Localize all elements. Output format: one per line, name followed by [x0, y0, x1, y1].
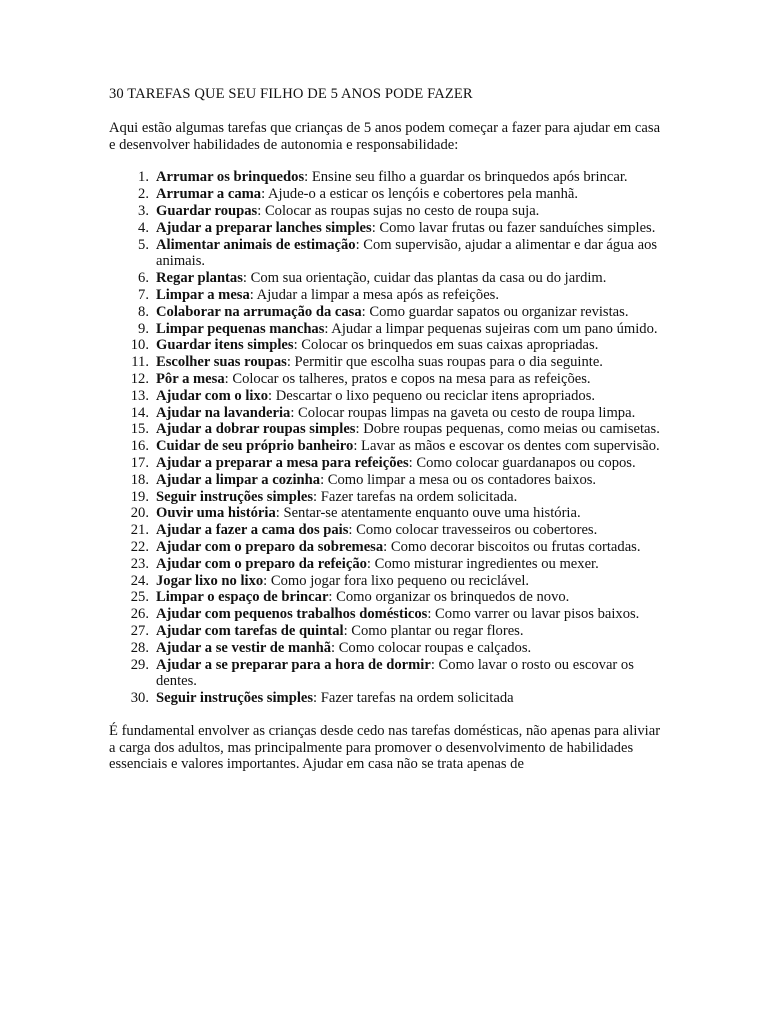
task-description: : Fazer tarefas na ordem solicitada: [313, 690, 514, 707]
task-item: [109, 606, 669, 623]
document-page: [109, 86, 669, 773]
task-description: : Com sua orientação, cuidar das plantas da casa ou do jardim.: [242, 270, 607, 287]
task-number: 19.: [130, 488, 149, 505]
task-name: Ajudar a preparar lanches simples: [156, 219, 372, 236]
task-description: : Como colocar guardanapos ou copos.: [408, 454, 636, 471]
task-item: [109, 539, 669, 556]
task-number: 13.: [130, 387, 149, 404]
task-item: [109, 472, 669, 489]
task-number: 16.: [130, 438, 149, 455]
task-item: [109, 489, 669, 506]
task-number: 28.: [130, 639, 149, 656]
task-item: [109, 556, 669, 573]
task-number: 22.: [130, 538, 149, 555]
task-number: 2.: [138, 186, 149, 203]
task-item: [109, 505, 669, 522]
task-number: 21.: [130, 522, 149, 539]
task-number: 12.: [130, 370, 149, 387]
task-number: 6.: [138, 270, 149, 287]
task-name: Escolher suas roupas: [156, 354, 287, 371]
task-name: Guardar itens simples: [156, 337, 294, 354]
task-number: 14.: [130, 404, 149, 421]
task-description: : Fazer tarefas na ordem solicitada.: [313, 488, 518, 505]
task-description: : Descartar o lixo pequeno ou reciclar itens apropriados.: [268, 387, 596, 404]
closing-paragraph: É fundamental envolver as crianças desde cedo nas tarefas domésticas, não apenas para aliviar a carga dos adultos, mas principalmente para promover o desenvolvimento de habilidades essenciais e valores importantes. Ajudar em casa não se trata apenas de: [109, 722, 661, 773]
task-name: Limpar o espaço de brincar: [156, 589, 329, 606]
task-name: Seguir instruções simples: [156, 690, 314, 707]
document-title: 30 TAREFAS QUE SEU FILHO DE 5 ANOS PODE FAZER: [109, 86, 473, 102]
task-description: : Colocar os talheres, pratos e copos na mesa para as refeições.: [224, 370, 591, 387]
task-number: 17.: [130, 454, 149, 471]
task-description: : Como guardar sapatos ou organizar revistas.: [361, 303, 629, 320]
task-description: : Com supervisão, ajudar a alimentar e dar água aos animais.: [156, 236, 658, 270]
task-description: : Como decorar biscoitos ou frutas cortadas.: [383, 538, 641, 555]
task-item: [109, 690, 669, 707]
task-number: 11.: [131, 354, 149, 371]
task-item: [109, 589, 669, 606]
task-number: 9.: [138, 320, 149, 337]
task-name: Regar plantas: [156, 270, 243, 287]
task-name: Ajudar a dobrar roupas simples: [156, 421, 356, 438]
task-item: [109, 354, 669, 371]
task-description: : Como lavar frutas ou fazer sanduíches simples.: [371, 219, 656, 236]
task-name: Ouvir uma história: [156, 505, 276, 522]
task-number: 30.: [130, 690, 149, 707]
task-name: Ajudar a fazer a cama dos pais: [156, 522, 349, 539]
task-list: [109, 169, 669, 707]
task-item: [109, 186, 669, 203]
task-name: Arrumar a cama: [156, 186, 262, 203]
task-number: 4.: [138, 219, 149, 236]
task-name: Ajudar com o preparo da refeição: [156, 555, 367, 572]
task-item: [109, 438, 669, 455]
task-item: [109, 573, 669, 590]
task-name: Ajudar com pequenos trabalhos domésticos: [156, 606, 428, 623]
task-name: Ajudar com o preparo da sobremesa: [156, 538, 384, 555]
task-number: 3.: [138, 202, 149, 219]
task-name: Colaborar na arrumação da casa: [156, 303, 362, 320]
task-name: Jogar lixo no lixo: [156, 572, 264, 589]
task-name: Limpar pequenas manchas: [156, 320, 325, 337]
intro-paragraph: Aqui estão algumas tarefas que crianças de 5 anos podem começar a fazer para ajudar em casa e desenvolver habilidades de autonomia e responsabilidade:: [109, 119, 661, 153]
task-item: [109, 220, 669, 237]
task-name: Alimentar animais de estimação: [156, 236, 356, 253]
task-number: 10.: [130, 337, 149, 354]
task-item: [109, 237, 669, 271]
task-name: Arrumar os brinquedos: [156, 169, 305, 186]
task-name: Ajudar a se vestir de manhã: [156, 639, 331, 656]
task-description: : Ensine seu filho a guardar os brinquedos após brincar.: [304, 169, 628, 186]
task-description: : Como colocar roupas e calçados.: [331, 639, 532, 656]
task-description: : Ajude-o a esticar os lençóis e cobertores pela manhã.: [261, 186, 578, 203]
task-number: 18.: [130, 471, 149, 488]
task-item: [109, 657, 669, 691]
task-number: 29.: [130, 656, 149, 673]
task-item: [109, 304, 669, 321]
task-number: 26.: [130, 606, 149, 623]
task-number: 20.: [130, 505, 149, 522]
task-name: Ajudar com o lixo: [156, 387, 269, 404]
task-description: : Como organizar os brinquedos de novo.: [328, 589, 570, 606]
task-description: : Colocar os brinquedos em suas caixas apropriadas.: [293, 337, 599, 354]
task-item: [109, 203, 669, 220]
task-name: Ajudar com tarefas de quintal: [156, 622, 344, 639]
task-item: [109, 522, 669, 539]
task-name: Seguir instruções simples: [156, 488, 314, 505]
task-name: Pôr a mesa: [156, 370, 225, 387]
task-number: 1.: [138, 169, 149, 186]
task-description: : Ajudar a limpar a mesa após as refeições.: [249, 286, 499, 303]
task-item: [109, 270, 669, 287]
task-description: : Colocar roupas limpas na gaveta ou cesto de roupa limpa.: [290, 404, 636, 421]
task-item: [109, 455, 669, 472]
task-number: 27.: [130, 622, 149, 639]
task-description: : Lavar as mãos e escovar os dentes com supervisão.: [353, 438, 660, 455]
task-item: [109, 640, 669, 657]
task-item: [109, 623, 669, 640]
task-name: Limpar a mesa: [156, 286, 250, 303]
task-number: 5.: [138, 236, 149, 253]
task-item: [109, 405, 669, 422]
task-item: [109, 421, 669, 438]
task-description: : Colocar as roupas sujas no cesto de roupa suja.: [257, 202, 540, 219]
task-name: Ajudar a preparar a mesa para refeições: [156, 454, 409, 471]
task-item: [109, 321, 669, 338]
task-number: 7.: [138, 286, 149, 303]
task-name: Ajudar na lavanderia: [156, 404, 291, 421]
task-description: : Como limpar a mesa ou os contadores baixos.: [320, 471, 597, 488]
task-description: : Ajudar a limpar pequenas sujeiras com um pano úmido.: [324, 320, 658, 337]
task-name: Ajudar a se preparar para a hora de dormir: [156, 656, 431, 673]
task-number: 8.: [138, 303, 149, 320]
task-description: : Como colocar travesseiros ou cobertores.: [348, 522, 598, 539]
task-description: : Dobre roupas pequenas, como meias ou camisetas.: [355, 421, 660, 438]
task-number: 15.: [130, 421, 149, 438]
task-description: : Como lavar o rosto ou escovar os dentes.: [156, 656, 634, 690]
task-item: [109, 371, 669, 388]
task-description: : Como plantar ou regar flores.: [343, 622, 524, 639]
task-description: : Como jogar fora lixo pequeno ou reciclável.: [263, 572, 530, 589]
task-item: [109, 169, 669, 186]
task-name: Guardar roupas: [156, 202, 258, 219]
task-name: Cuidar de seu próprio banheiro: [156, 438, 354, 455]
task-description: : Sentar-se atentamente enquanto ouve uma história.: [275, 505, 581, 522]
task-number: 23.: [130, 555, 149, 572]
task-number: 24.: [130, 572, 149, 589]
task-item: [109, 388, 669, 405]
task-description: : Permitir que escolha suas roupas para o dia seguinte.: [286, 354, 603, 371]
task-number: 25.: [130, 589, 149, 606]
task-name: Ajudar a limpar a cozinha: [156, 471, 321, 488]
task-description: : Como misturar ingredientes ou mexer.: [366, 555, 599, 572]
task-item: [109, 287, 669, 304]
task-item: [109, 337, 669, 354]
task-description: : Como varrer ou lavar pisos baixos.: [427, 606, 640, 623]
